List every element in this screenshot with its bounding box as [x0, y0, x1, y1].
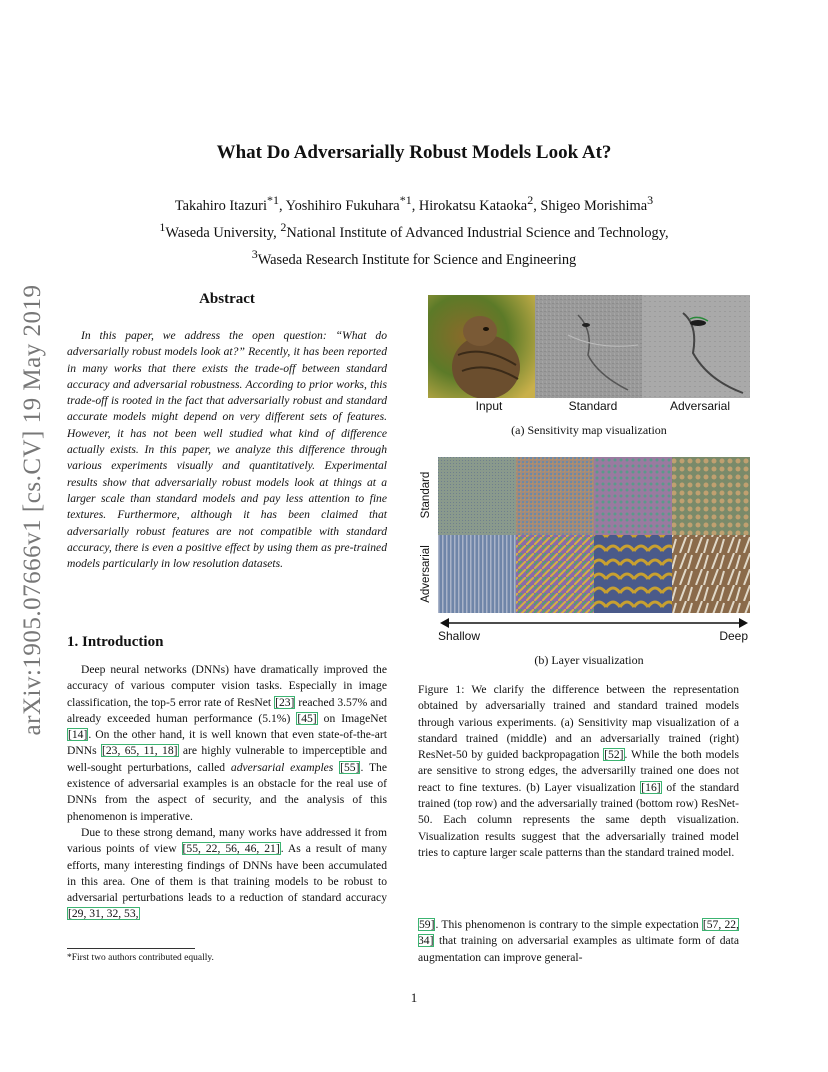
- input-image: [428, 295, 535, 398]
- label-adversarial: Adversarial: [669, 399, 731, 413]
- adversarial-map: [642, 295, 750, 398]
- citation-link[interactable]: [23]: [275, 695, 295, 709]
- authors-line: Takahiro Itazuri$^{*1}$, Yoshihiro Fukuhara$^{*1}$, Hirokatsu Kataoka$^2$, Shigeo Morishima$^3$: [174, 193, 654, 214]
- label-shallow: Shallow: [438, 629, 481, 643]
- arxiv-id: arXiv:1905.07666v1 [cs.CV] 19 May 2019: [19, 284, 46, 736]
- paper-title: What Do Adversarially Robust Models Look At?: [216, 142, 612, 163]
- citation-link[interactable]: [16]: [641, 780, 661, 794]
- footnote-rule: [67, 948, 195, 949]
- figure-a-labels: [428, 399, 750, 415]
- row-label-standard: Standard: [420, 471, 432, 519]
- footnote: *First two authors contributed equally.: [67, 953, 214, 963]
- figure-a-caption: (a) Sensitivity map visualization: [511, 423, 667, 437]
- citation-link[interactable]: 59]: [419, 918, 435, 931]
- citation-link[interactable]: [29, 31, 32, 53,: [68, 907, 139, 921]
- label-standard: Standard: [568, 399, 618, 413]
- figure-b-row-labels: [414, 457, 438, 613]
- figure-a-image: [428, 295, 750, 398]
- affiliations-line-1: $^1$Waseda University, $^2$National Institute of Advanced Industrial Science and Technology,: [159, 219, 669, 241]
- affiliations-line-2: $^3$Waseda Research Institute for Science and Engineering: [251, 246, 577, 268]
- citation-link[interactable]: [14]: [68, 728, 88, 742]
- citation-link[interactable]: [52]: [604, 748, 624, 762]
- citation-link[interactable]: [55, 22, 56, 46, 21]: [182, 842, 280, 856]
- label-input: Input: [475, 399, 503, 413]
- standard-map: [535, 295, 642, 398]
- citation-link[interactable]: [45]: [297, 711, 317, 725]
- label-deep: Deep: [719, 629, 748, 643]
- abstract-text: In this paper, we address the open question: “What do adversarially robust models look at?” Recently, it has been reported in many works that there exists the trade-off between standard accuracy and adversarial robustness. According to prior works, this trade-off is rooted in the fact that adversarially robust and standard accurate models might depend on very different sets of features. However, it has not been well studied what kind of difference actually exists. In this paper, we analyze this difference through various experiments visually and quantitatively. Experimental results show that adversarially robust models look at things at a larger scale than standard models and pay less attention to fine textures. Furthermore, although it has been claimed that adversarially robust features are not compatible with standard accuracy, there is even a positive effect by using them as pre-trained models particularly in low resolution datasets.: [67, 329, 387, 571]
- citation-link[interactable]: [23, 65, 11, 18]: [102, 744, 178, 758]
- citation-link[interactable]: [55]: [340, 760, 360, 774]
- figure-1-caption: Figure 1: We clarify the difference between the representation obtained by adversarially trained and standard trained models through various experiments. (a) Sensitivity map visualization of a standard trained (middle) and an adversarially trained (right) ResNet-50 by guided backpropagation [52]. While the both models are sensitive to strong edges, the adversarilly trained one does not react to fine textures. (b) Layer visualization [16] of the standard trained (top row) and the adversarially trained (bottom row) ResNet-50. Each column represents the same depth visualization. Visualization results suggest that the adversarially trained model tries to capture larger scale patterns than the standard trained model.: [418, 683, 739, 859]
- citation-link[interactable]: [57, 22, 34]: [418, 918, 739, 948]
- intro-body: [67, 662, 387, 923]
- author-block: [0, 190, 828, 270]
- intro-paragraph-1: Deep neural networks (DNNs) have dramatically improved the accuracy of various computer vision tasks. Especially in image classification, the top-5 error rate of ResNet [23] reached 3.57% and already exceeded human performance (5.1%) [45] on ImageNet [14]. On the other hand, it is well known that even state-of-the-art DNNs [23, 65, 11, 18] are highly vulnerable to imperceptible and well-sought perturbations, called adversarial examples [55]. The existence of adversarial examples is an obstacle for the real use of DNNs from the aspect of security, and the analysis of this phenomenon is imperative.: [67, 663, 387, 823]
- section-heading: 1. Introduction: [67, 634, 164, 650]
- depth-axis-labels: [438, 629, 750, 645]
- figure-b-caption: (b) Layer visualization: [534, 653, 644, 667]
- abstract-heading: Abstract: [199, 291, 255, 307]
- page-number: 1: [410, 990, 418, 1005]
- row-label-adversarial: Adversarial: [420, 545, 432, 603]
- emphasis-term: adversarial examples: [230, 760, 334, 774]
- depth-arrow: [440, 616, 748, 630]
- right-column-body: 59]. This phenomenon is contrary to the simple expectation [57, 22, 34] that training on adversarial examples as ultimate form of data augmentation can improve general-: [418, 918, 739, 964]
- arxiv-sidebar: [8, 250, 58, 770]
- figure-b-image: [438, 457, 750, 613]
- intro-paragraph-2: Due to these strong demand, many works have addressed it from various points of view [55, 22, 56, 46, 21]. As a result of many efforts, many interesting findings of DNNs have been accumulated in this area. One of them is that training models to be robust to adversarial perturbations leads to a reduction of standard accuracy [29, 31, 32, 53,: [67, 825, 387, 921]
